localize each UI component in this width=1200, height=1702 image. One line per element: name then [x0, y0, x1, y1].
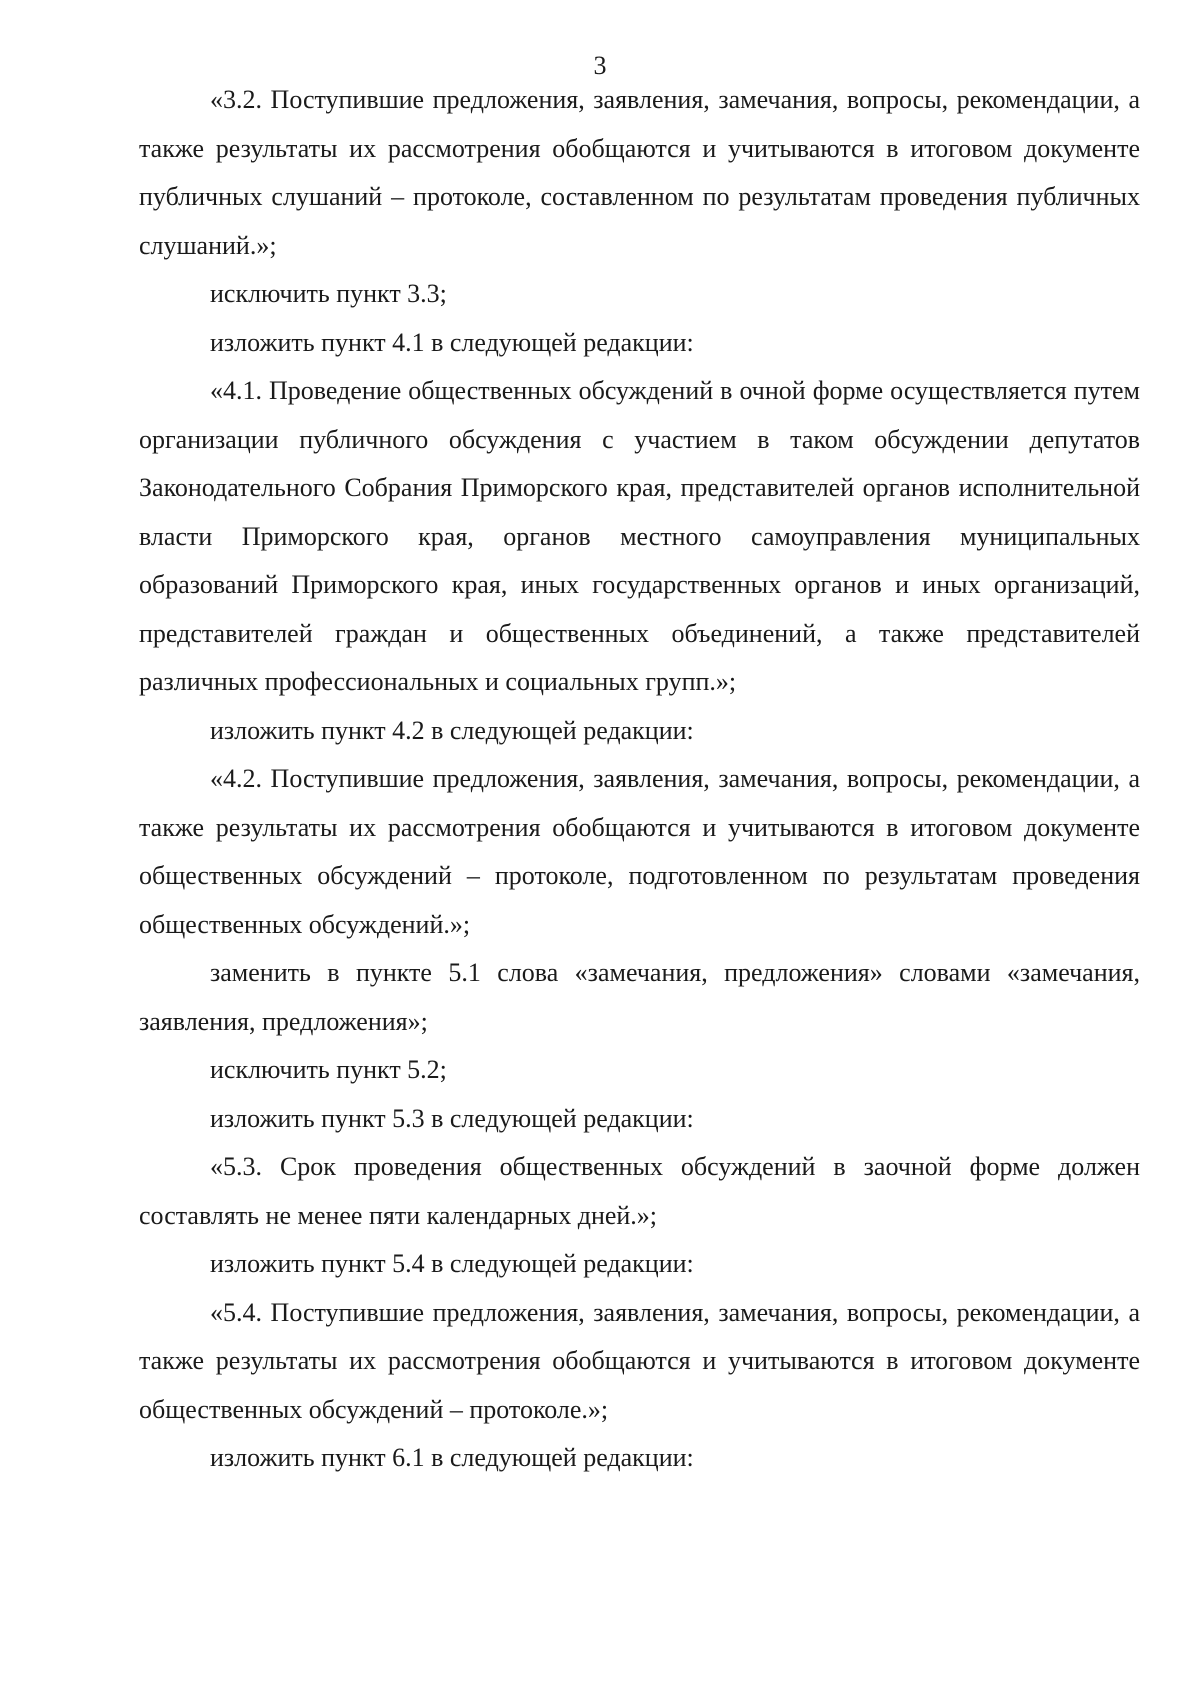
paragraph-quote-4-1: «4.1. Проведение общественных обсуждений в очной форме осуществляется путем организации публичного обсуждения с участием в таком обсуждении депутатов Законодательного Собрания Приморского края, представителей органов исполнительной власти Приморского края, органов местного самоуправления муниципальных образований Приморского края, иных государственных органов и иных организаций, представителей граждан и общественных объединений, а также представителей различных профессиональных и социальных групп.»;: [139, 376, 1140, 696]
paragraph-quote-5-4: «5.4. Поступившие предложения, заявления, замечания, вопросы, рекомендации, а также результаты их рассмотрения обобщаются и учитываются в итоговом документе общественных обсуждений – протоколе.»;: [139, 1297, 1140, 1424]
paragraph-quote-5-3: «5.3. Срок проведения общественных обсуждений в заочной форме должен составлять не менее пяти календарных дней.»;: [139, 1152, 1140, 1230]
paragraph-amend-5-4: изложить пункт 5.4 в следующей редакции:: [210, 1249, 694, 1278]
document-body: [139, 76, 1140, 1483]
paragraph-replace-5-1: заменить в пункте 5.1 слова «замечания, предложения» словами «замечания, заявления, предложения»;: [139, 958, 1140, 1036]
paragraph-quote-4-2: «4.2. Поступившие предложения, заявления, замечания, вопросы, рекомендации, а также результаты их рассмотрения обобщаются и учитываются в итоговом документе общественных обсуждений – протоколе, подготовленном по результатам проведения общественных обсуждений.»;: [139, 764, 1140, 939]
paragraph-quote-3-2: «3.2. Поступившие предложения, заявления, замечания, вопросы, рекомендации, а также результаты их рассмотрения обобщаются и учитываются в итоговом документе публичных слушаний – протоколе, составленном по результатам проведения публичных слушаний.»;: [139, 85, 1140, 260]
paragraph-exclude-5-2: исключить пункт 5.2;: [210, 1055, 447, 1084]
paragraph-amend-5-3: изложить пункт 5.3 в следующей редакции:: [210, 1103, 694, 1133]
paragraph-amend-4-2: изложить пункт 4.2 в следующей редакции:: [210, 715, 694, 745]
paragraph-amend-4-1: изложить пункт 4.1 в следующей редакции:: [210, 327, 694, 357]
paragraph-exclude-3-3: исключить пункт 3.3;: [210, 279, 447, 308]
page-number: 3: [593, 51, 607, 80]
paragraph-amend-6-1: изложить пункт 6.1 в следующей редакции:: [210, 1443, 694, 1472]
